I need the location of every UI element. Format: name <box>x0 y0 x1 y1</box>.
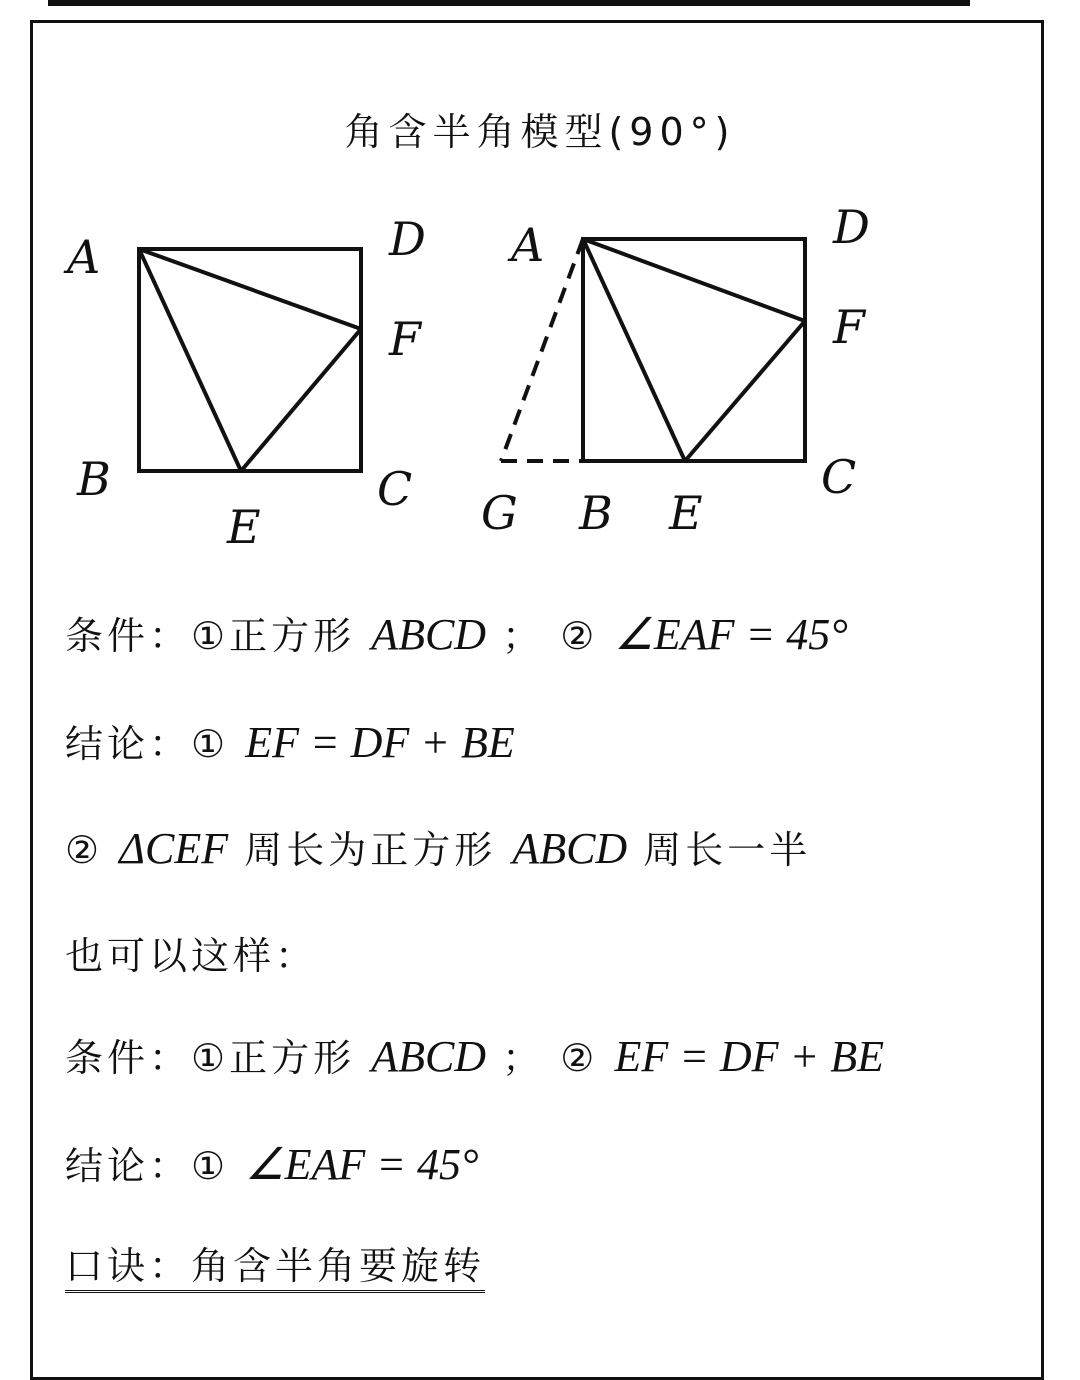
label-e: E <box>227 500 261 554</box>
label-b: B <box>77 452 111 506</box>
figure-rotation <box>473 193 933 573</box>
label-f-2: F <box>833 300 865 354</box>
label-f: F <box>389 312 421 366</box>
label-d-2: D <box>833 200 870 254</box>
conclusion-item1: ① <box>191 722 230 766</box>
conclusion-text1: 周长为正方形 <box>244 828 497 872</box>
label-c-2: C <box>821 450 857 504</box>
condition-square-name: ABCD <box>371 610 487 659</box>
conclusion-item2: ② <box>65 828 104 872</box>
figure2-svg <box>473 193 933 573</box>
content-frame <box>30 20 1044 1380</box>
figure1-svg <box>33 203 493 573</box>
label-b-2: B <box>579 486 613 540</box>
label-d: D <box>389 212 426 266</box>
label-e-2: E <box>669 486 703 540</box>
label-a-2: A <box>511 218 545 272</box>
condition-item2: ② <box>560 614 599 658</box>
conclusion2-angle: ∠EAF = 45° <box>245 1140 479 1189</box>
condition2-separator: ； <box>502 1036 545 1080</box>
motto: 口诀：角含半角要旋转 <box>65 1244 485 1293</box>
square-name-2: ABCD <box>512 824 628 873</box>
segment-ef <box>241 329 361 471</box>
conclusion-equation: EF = DF + BE <box>245 718 515 767</box>
condition2-item1: ①正方形 <box>191 1036 356 1080</box>
segment-ag-dashed <box>501 239 583 461</box>
figure-square-half-angle <box>33 203 493 573</box>
conclusion2-prefix: 结论： <box>65 1144 192 1188</box>
alt-intro: 也可以这样： <box>65 934 318 978</box>
condition-angle: ∠EAF = 45° <box>614 610 848 659</box>
condition2-item2: ② <box>560 1036 599 1080</box>
label-g: G <box>481 486 518 540</box>
condition-item1: ①正方形 <box>191 614 356 658</box>
triangle-cef: ΔCEF <box>119 824 229 873</box>
label-c: C <box>377 462 413 516</box>
conclusion-line-2 <box>65 819 811 874</box>
segment-ef-2 <box>685 321 805 461</box>
square-abcd-2 <box>583 239 805 461</box>
condition2-prefix: 条件： <box>65 1036 192 1080</box>
condition2-equation: EF = DF + BE <box>614 1032 884 1081</box>
condition-line-2 <box>65 1027 884 1082</box>
conclusion-text2: 周长一半 <box>643 828 812 872</box>
condition-separator: ； <box>502 614 545 658</box>
label-a: A <box>67 230 101 284</box>
page-title: 角含半角模型(90°) <box>344 110 736 154</box>
top-rule <box>48 0 970 6</box>
conclusion2-item1: ① <box>191 1144 230 1188</box>
conclusion-line-1 <box>65 713 515 768</box>
conclusion2-line <box>65 1135 479 1190</box>
square-abcd <box>139 249 361 471</box>
condition-prefix: 条件： <box>65 614 192 658</box>
motto-line <box>65 1235 485 1290</box>
conclusion-prefix: 结论： <box>65 722 192 766</box>
condition-line-1 <box>65 605 848 660</box>
condition2-square-name: ABCD <box>371 1032 487 1081</box>
